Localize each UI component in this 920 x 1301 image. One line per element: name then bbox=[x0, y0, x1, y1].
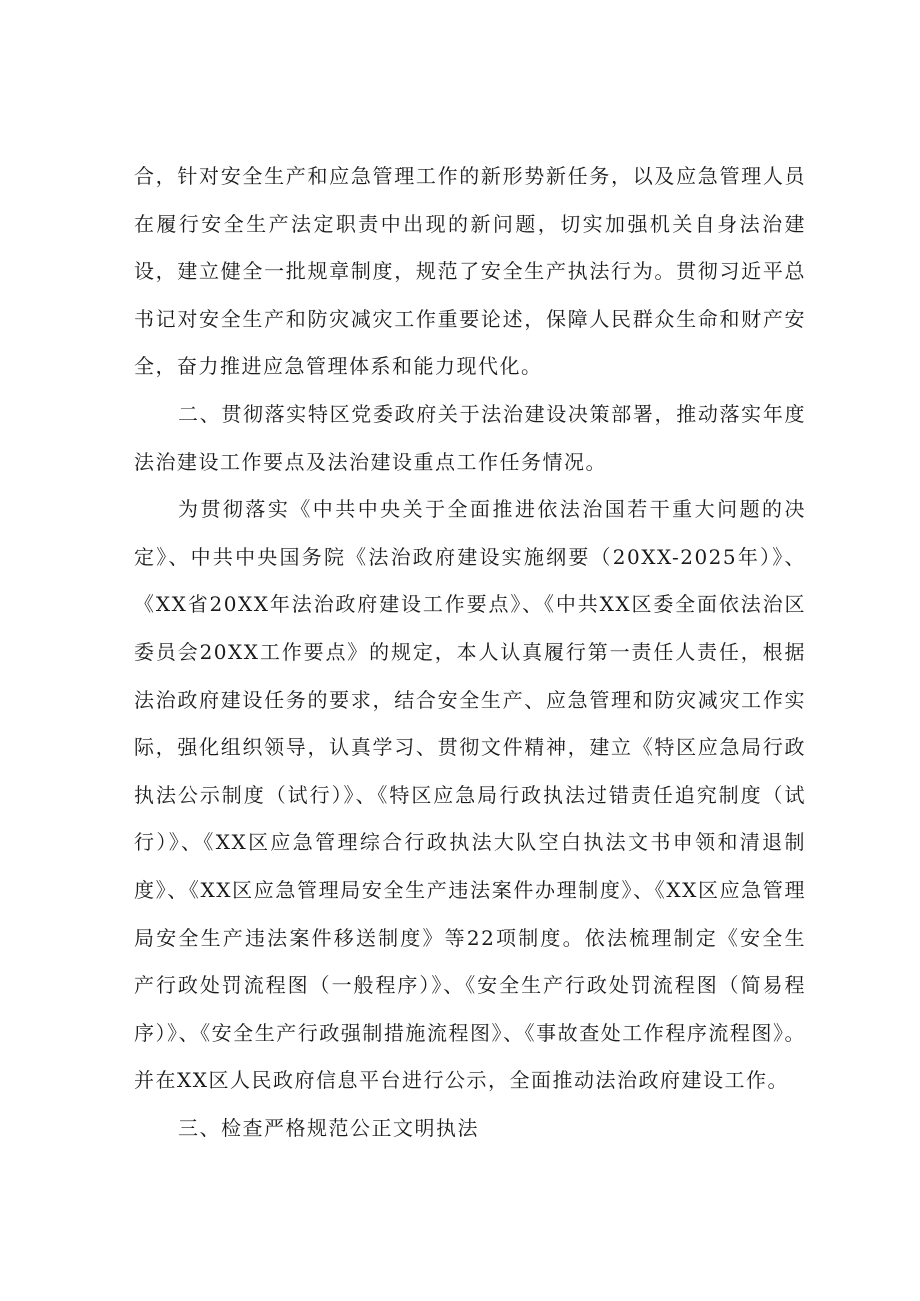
document-page bbox=[134, 153, 806, 1152]
paragraph-continuation: 合，针对安全生产和应急管理工作的新形势新任务，以及应急管理人员在履行安全生产法定职责中出现的新问题，切实加强机关自身法治建设，建立健全一批规章制度，规范了安全生产执法行为。贯彻习近平总书记对安全生产和防灾减灾工作重要论述，保障人民群众生命和财产安全，奋力推进应急管理体系和能力现代化。 bbox=[134, 164, 806, 379]
section-heading-3: 三、检查严格规范公正文明执法 bbox=[178, 1115, 479, 1140]
paragraph-section-2-body: 为贯彻落实《中共中央关于全面推进依法治国若干重大问题的决定》、中共中央国务院《法治政府建设实施纲要（20XX-2025年）》、《XX省20XX年法治政府建设工作要点》、《中共XX区委全面依法治区委员会20XX工作要点》的规定，本人认真履行第一责任人责任，根据法治政府建设任务的要求，结合安全生产、应急管理和防灾减灾工作实际，强化组织领导，认真学习、贯彻文件精神，建立《特区应急局行政执法公示制度（试行）》、《特区应急局行政执法过错责任追究制度（试行）》、《XX区应急管理综合行政执法大队空白执法文书申领和清退制度》、《XX区应急管理局安全生产违法案件办理制度》、《XX区应急管理局安全生产违法案件移送制度》等22项制度。依法梳理制定《安全生产行政处罚流程图（一般程序）》、《安全生产行政处罚流程图（简易程序）》、《安全生产行政强制措施流程图》、《事故查处工作程序流程图》。并在XX区人民政府信息平台进行公示，全面推动法治政府建设工作。 bbox=[134, 497, 806, 1093]
section-heading-2: 二、贯彻落实特区党委政府关于法治建设决策部署，推动落实年度法治建设工作要点及法治建设重点工作任务情况。 bbox=[134, 401, 806, 474]
